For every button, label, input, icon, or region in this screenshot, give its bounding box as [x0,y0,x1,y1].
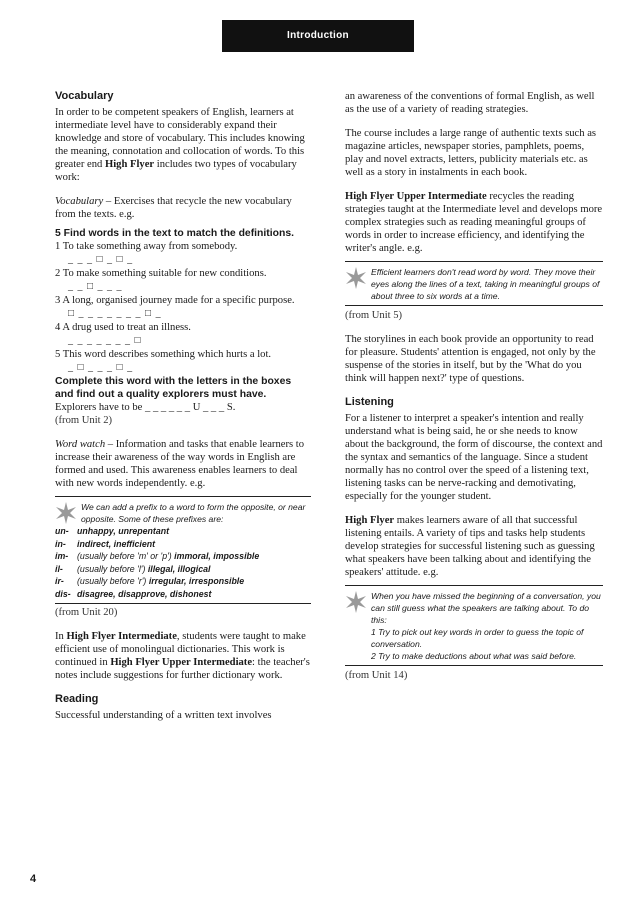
reading-heading: Reading [55,693,99,705]
vocabulary-paragraph: In order to be competent speakers of English, learners at intermediate level have to considerably expand their knowledge and store of vocabulary. This includes knowing the meaning, connotation and collocation of words. To this greater end High Flyer includes two types of vocabulary work: [55,107,305,183]
reading-paragraph: Successful understanding of a written text involves [55,710,272,721]
listening-paragraph: For a listener to interpret a speaker's intention and really understand what is being said, he or she needs to know about the background, the form of discourse, the context and the syntax and semantics of the language. Since a student normally has no control over the speed of a listening text, listening tasks can be nerve-racking and demotivating, especially for the younger student. [345,413,603,502]
prefix-tip-intro: We can add a prefix to a word to form the opposite, or near opposite. Some of these prefixes are: [81,502,306,524]
exercise-blanks-5: _ □ _ _ _ □ _ [68,362,134,373]
exercise-blanks-4: _ _ _ _ _ _ _ □ [68,335,142,346]
vocabulary-type-paragraph: Vocabulary – Exercises that recycle the new vocabulary from the texts. e.g. [55,196,292,220]
chapter-header: Introduction [222,20,414,52]
exercise-item-5: 5 This word describes something which hurts a lot. [55,349,272,360]
prefix-row: in- indirect, inefficient [55,538,156,549]
listening-tip-intro: When you have missed the beginning of a conversation, you can still guess what the speakers are talking about. To do this: [371,591,601,625]
source-unit-20: (from Unit 20) [55,607,118,618]
exercise-blanks-2: _ _ □ _ _ _ [68,281,123,292]
storylines-paragraph: The storylines in each book provide an opportunity to read for pleasure. Students' attention is engaged, not only by the suspense of the stories in itself, but by the 'What do you think will happen next?' type of questions. [345,334,596,384]
prefix-row: im- (usually before 'm' or 'p') immoral, impossible [55,551,260,561]
explorers-answer-line: Explorers have to be _ _ _ _ _ _ U _ _ _ S. [55,402,236,413]
high-flyer-intermediate-paragraph: In High Flyer Intermediate, students were taught to make efficient use of monolingual dictionaries. This work is continued in High Flyer Upper Intermediate: the teacher's notes include suggestions for further dictionary work. [55,631,310,681]
source-unit-2: (from Unit 2) [55,415,113,426]
page-number: 4 [30,873,37,885]
exercise-5-question: 5 Find words in the text to match the definitions. [55,228,294,239]
source-unit-14: (from Unit 14) [345,670,408,681]
exercise-blanks-1: _ _ _ □ _ □ _ [68,254,134,265]
source-unit-5: (from Unit 5) [345,310,403,321]
prefix-row: un- unhappy, unrepentant [55,526,170,536]
listening-tip-box [345,585,603,666]
complete-word-question: Complete this word with the letters in the boxes and find out a quality explorers must have. [55,376,292,400]
prefix-row: il- (usually before 'l') illegal, illogical [55,563,211,574]
star-burst-icon [345,267,367,289]
left-column [55,90,311,722]
star-burst-icon [55,502,77,524]
reading-continued-paragraph: an awareness of the conventions of formal English, as well as the use of a variety of reading strategies. [345,91,595,115]
listening-tip-item-1: 1 Try to pick out key words in order to guess the topic of conversation. [371,627,584,649]
listening-tip-item-2: 2 Try to make deductions about what was said before. [371,651,577,661]
reading-strategies-paragraph: High Flyer Upper Intermediate recycles the reading strategies taught at the Intermediate level and develops more complex strategies such as reading meaningful groups of words in order to increase efficiency, and identifying the writer's angle. e.g. [345,191,603,254]
course-texts-paragraph: The course includes a large range of authentic texts such as magazine articles, newspaper stories, pamphlets, poems, play and novel extracts, letters, publicity materials etc. as well as a story in instalments in each book. [345,128,597,178]
exercise-item-3: 3 A long, organised journey made for a specific purpose. [55,295,295,306]
star-burst-icon [345,591,367,613]
word-watch-paragraph: Word watch – Information and tasks that enable learners to increase their awareness of the way words in English are formed and used. This awareness enables learners to deal with new words independently. e.g. [55,439,305,489]
listening-strategies-paragraph: High Flyer makes learners aware of all that successful listening entails. A variety of tips and tasks help students develop strategies for successful listening such as guessing what speakers have been talking about and identifying the speakers' attitude. e.g. [345,515,595,578]
exercise-blanks-3: □ _ _ _ _ _ _ _ □ _ [68,308,162,319]
exercise-item-2: 2 To make something suitable for new conditions. [55,268,267,279]
reading-tip-box [345,261,603,306]
vocabulary-heading: Vocabulary [55,90,114,102]
listening-heading: Listening [345,396,394,408]
reading-tip-text: Efficient learners don't read word by word. They move their eyes along the lines of a text, taking in meaningful groups of about three to six words at a time. [371,267,600,301]
prefix-tip-box [55,496,311,604]
prefix-row: ir- (usually before 'r') irregular, irresponsible [55,576,245,586]
right-column [345,90,603,682]
exercise-item-4: 4 A drug used to treat an illness. [55,322,191,333]
prefix-row: dis- disagree, disapprove, dishonest [55,588,212,599]
exercise-item-1: 1 To take something away from somebody. [55,241,238,252]
